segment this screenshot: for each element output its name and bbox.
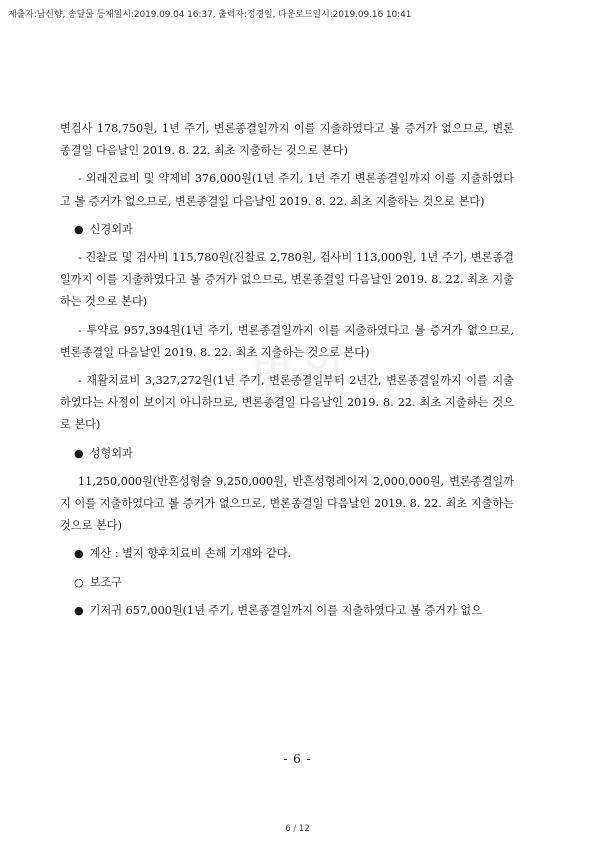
paragraph-consultation: - 진찰료 및 검사비 115,780원(진찰료 2,780원, 검사비 113,000원, 1년 주기, 변론종결일까지 이를 지출하였다고 볼 증거가 없으므로, 변론종결일 다음날인 2019. 8. 22. 최초 지출하는 것으로 본다) <box>60 251 514 309</box>
heading-neurosurgery <box>60 219 514 241</box>
heading-plastic-surgery <box>60 443 514 465</box>
calculation-note-text: 계산 : 별지 향후치료비 손해 기재와 같다. <box>89 547 292 561</box>
heading-plastic-surgery-label: 성형외과 <box>89 446 133 460</box>
page-counter: 6 / 12 <box>285 824 310 834</box>
document-body <box>60 118 514 622</box>
paragraph-outpatient: - 외래진료비 및 약제비 376,000원(1년 주기, 1년 주기 변론종결일까지 이를 지출하였다고 볼 증거가 없으므로, 변론종결일 다음날인 2019. 8. 22. 최초 지출하는 것으로 본다) <box>60 172 514 208</box>
paragraph-rehab: - 재활치료비 3,327,272원(1년 주기, 변론종결일부터 2년간, 변론종결일까지 이를 지출하였다는 사정이 보이지 아니하므로, 변론종결일 다음날인 2019. 8. 22. 최초 지출하는 것으로 본다) <box>60 374 514 432</box>
filled-bullet-icon: ● <box>74 603 84 617</box>
filled-bullet-icon: ● <box>74 547 84 561</box>
paragraph-medication: - 투약료 957,394원(1년 주기, 변론종결일까지 이를 지출하였다고 볼 증거가 없으므로, 변론종결일 다음날인 2019. 8. 22. 최초 지출하는 것으로 본다) <box>60 323 514 359</box>
filled-bullet-icon: ● <box>74 446 84 460</box>
page-number: - 6 - <box>283 752 312 766</box>
paragraph-blood-test: 변검사 178,750원, 1년 주기, 변론종결일까지 이를 지출하였다고 볼 증거가 없으므로, 변론종결일 다음날인 2019. 8. 22. 최초 지출하는 것으로 본다) <box>60 122 514 158</box>
paragraph-scar-surgery: 11,250,000원(반흔성형술 9,250,000원, 반흔성형레이저 2,000,000원, 변론종결일까지 이를 지출하였다고 볼 증거가 없으므로, 변론종결일 다음날인 2019. 8. 22. 최초 지출하는 것으로 본다) <box>60 474 514 533</box>
document-header: 제출자:남신향, 송달물 등재일시:2019.09.04 16:37, 출력자:정경일, 다운로드일시:2019.09.16 10:41 <box>8 10 412 20</box>
filled-bullet-icon: ● <box>74 222 84 236</box>
paragraph-diaper <box>60 600 514 622</box>
heading-assistive-devices <box>60 572 514 594</box>
heading-assistive-devices-label: 보조구 <box>89 575 123 589</box>
hollow-bullet-icon: ○ <box>74 575 84 589</box>
paragraph-diaper-text: 기저귀 657,000원(1년 주기, 변론종결일까지 이를 지출하였다고 볼 증거가 없으 <box>89 603 482 617</box>
heading-neurosurgery-label: 신경외과 <box>89 222 133 236</box>
calculation-note <box>60 543 514 565</box>
